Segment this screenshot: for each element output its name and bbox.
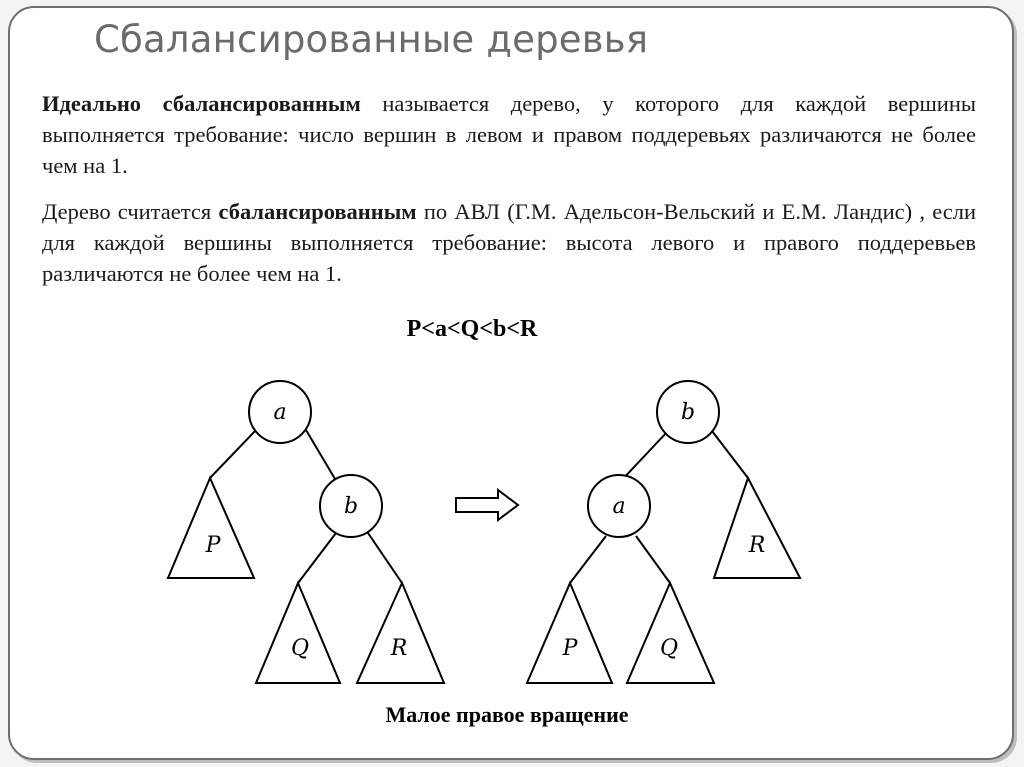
paragraph-avl-text: по АВЛ (Г.М. Адельсон-Вельский и Е.М. Ландис) , если для каждой вершины выполняется требование: высота левого и правого поддеревьев различаются не более чем на 1. <box>42 199 977 286</box>
subtree-P-left <box>168 478 254 578</box>
slide-title: Сбалансированные деревья <box>94 18 649 61</box>
ordering-formula: P<a<Q<b<R <box>406 316 538 342</box>
paragraph-ideal-text: называется дерево, у которого для каждой вершины выполняется требование: число вершин в левом и правом поддеревьях различаются не более чем на 1. <box>42 91 976 178</box>
subtree-R-right <box>714 478 800 578</box>
term-balanced: сбалансированным <box>218 199 417 224</box>
label-subtree-R-right: R <box>748 533 766 558</box>
diagram-caption: Малое правое вращение <box>385 702 629 727</box>
subtree-Q-left <box>256 583 340 683</box>
edge-a-P <box>210 430 256 478</box>
subtree-Q-right <box>627 583 714 683</box>
edge-b-R <box>368 533 402 583</box>
label-subtree-R-left: R <box>390 636 408 661</box>
edge-a-Q-right <box>636 536 670 583</box>
rotation-arrow-icon <box>456 490 518 520</box>
term-ideal-balanced: Идеально сбалансированным <box>42 91 361 116</box>
label-subtree-Q-right: Q <box>659 636 679 661</box>
edge-b-Q <box>298 533 336 583</box>
label-node-b-left: b <box>343 494 359 519</box>
edge-a-b <box>306 430 338 484</box>
label-subtree-Q-left: Q <box>290 636 310 661</box>
label-node-a-left: a <box>273 400 287 425</box>
label-node-b-right: b <box>680 400 696 425</box>
edge-a-P-right <box>570 536 606 583</box>
label-subtree-P-left: P <box>205 533 221 558</box>
edge-b-a <box>620 431 668 482</box>
label-subtree-P-right: P <box>562 636 578 661</box>
paragraph-avl-lead: Дерево считается <box>42 199 219 224</box>
label-node-a-right: a <box>612 494 626 519</box>
edge-b-R-right <box>712 431 748 478</box>
subtree-P-right <box>527 583 612 683</box>
subtree-R-left <box>357 583 444 683</box>
